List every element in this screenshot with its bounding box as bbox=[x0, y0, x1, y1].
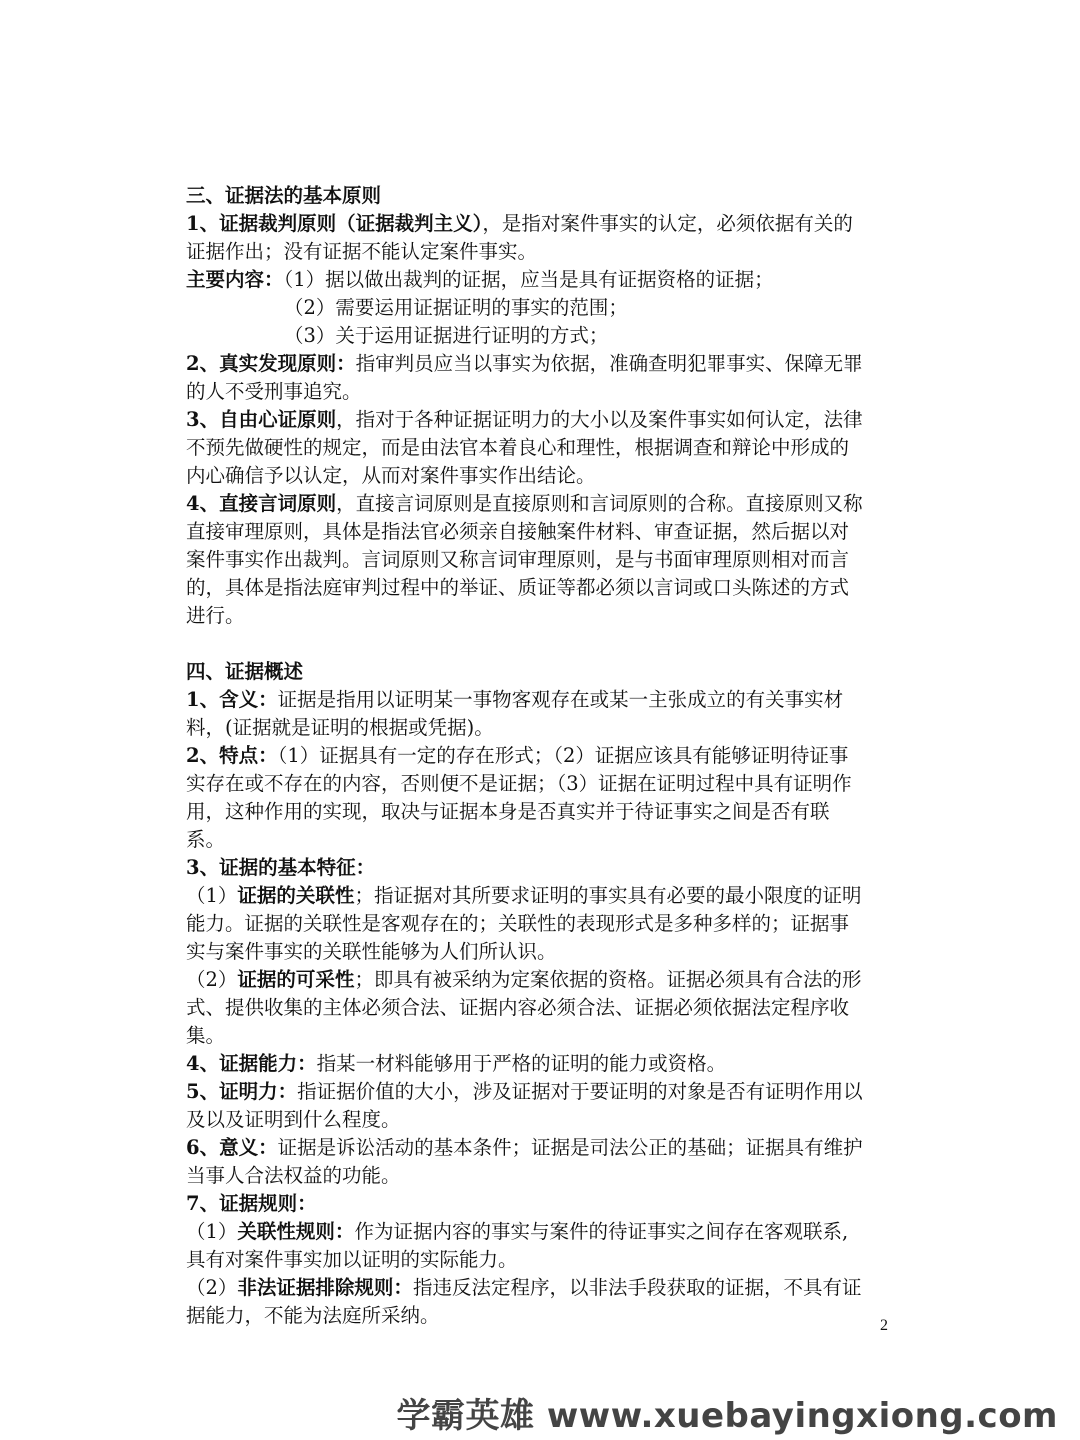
paragraph-features: 2、特点：（1）证据具有一定的存在形式；（2）证据应该具有能够证明待证事 实存在或不存在的内容，否则便不是证据；（3）证据在证明过程中具有证明作 用，这种作用的实现，取决与证据本身是否真实并于待证事实之间是否有联 系。 bbox=[186, 744, 852, 851]
main-content-list: 主要内容：（1）据以做出裁判的证据，应当是具有证据资格的证据； （2）需要运用证据证明的事实的范围； （3）关于运用证据进行证明的方式； bbox=[186, 268, 774, 347]
paragraph-basic-characteristics: 3、证据的基本特征： （1）证据的关联性；指证据对其所要求证明的事实具有必要的最小限度的证明 能力。证据的关联性是客观存在的；关联性的表现形式是多种多样的；证据事 实与案件事实的关联性能够为人们所认识。 （2）证据的可采性；即具有被采纳为定案依据的资格。证据必须具有合法的形 式、提供收集的主体必须合法、证据内容必须合法、证据必须依据法定程序收 集。 bbox=[186, 856, 862, 1047]
paragraph-evidence-rules: 7、证据规则： （1）关联性规则：作为证据内容的事实与案件的待证事实之间存在客观联系, 具有对案件事实加以证明的实际能力。 （2）非法证据排除规则：指违反法定程序，以非法手段获取的证据，不具有证 据能力，不能为法庭所采纳。 bbox=[186, 1192, 862, 1327]
paragraph-evidence-capacity: 4、证据能力：指某一材料能够用于严格的证明的能力或资格。 bbox=[186, 1052, 727, 1075]
paragraph-truth-discovery: 2、真实发现原则：指审判员应当以事实为依据，准确查明犯罪事实、保障无罪 的人不受刑事追究。 bbox=[186, 352, 863, 403]
paragraph-meaning: 1、含义：证据是指用以证明某一事物客观存在或某一主张成立的有关事实材 料，(证据就是证明的根据或凭据)。 bbox=[186, 688, 844, 739]
watermark: 学霸英雄 www.xuebayingxiong.com bbox=[396, 1396, 1058, 1436]
paragraph-direct-oral: 4、直接言词原则，直接言词原则是直接原则和言词原则的合称。直接原则又称 直接审理原则，具体是指法官必须亲自接触案件材料、审查证据，然后据以对 案件事实作出裁判。言词原则又称言词审理原则，是与书面审理原则相对而言 的，具体是指法庭审判过程中的举证、质证等都必须以言词或口头陈述的方式 进行。 bbox=[186, 492, 863, 627]
paragraph-significance: 6、意义：证据是诉讼活动的基本条件；证据是司法公正的基础；证据具有维护 当事人合法权益的功能。 bbox=[186, 1136, 863, 1187]
paragraph-free-evaluation: 3、自由心证原则，指对于各种证据证明力的大小以及案件事实如何认定，法律 不预先做硬性的规定，而是由法官本着良心和理性，根据调查和辩论中形成的 内心确信予以认定，从而对案件事实作出结论。 bbox=[186, 408, 863, 487]
section-heading-principles: 三、证据法的基本原则 bbox=[186, 184, 382, 207]
page-number: 2 bbox=[880, 1317, 888, 1334]
paragraph-evidence-adjudication: 1、证据裁判原则（证据裁判主义），是指对案件事实的认定，必须依据有关的 证据作出；没有证据不能认定案件事实。 bbox=[186, 212, 853, 263]
paragraph-probative-force: 5、证明力：指证据价值的大小，涉及证据对于要证明的对象是否有证明作用以 及以及证明到什么程度。 bbox=[186, 1080, 863, 1131]
section-heading-overview: 四、证据概述 bbox=[186, 660, 304, 683]
document-body bbox=[186, 182, 898, 1330]
